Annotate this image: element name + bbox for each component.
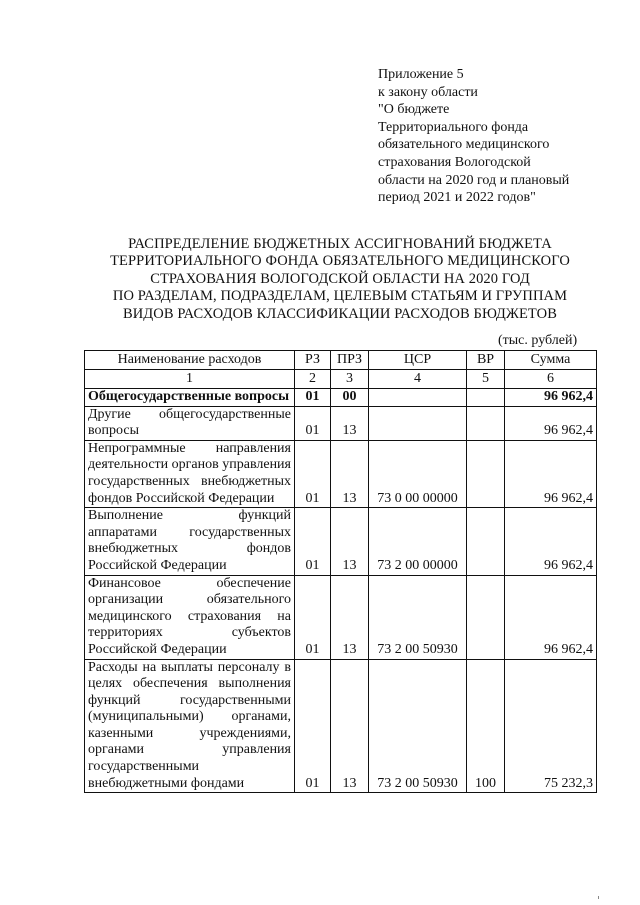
table-row (85, 406, 597, 440)
table-row (85, 389, 597, 407)
row-prz: 13 (331, 659, 369, 793)
row-csr: 73 2 00 50930 (369, 659, 467, 793)
row-sum: 75 232,3 (505, 659, 597, 793)
row-csr (369, 406, 467, 440)
column-number-row (85, 370, 597, 389)
title-line: ПО РАЗДЕЛАМ, ПОДРАЗДЕЛАМ, ЦЕЛЕВЫМ СТАТЬЯМ И ГРУППАМ (112, 288, 568, 305)
table-row (85, 440, 597, 507)
row-name: Выполнение функций аппаратами государственных внебюджетных фондов Российской Федерации (85, 508, 295, 575)
appendix-block (378, 66, 628, 207)
header-rz: РЗ (295, 351, 331, 370)
column-number: 4 (369, 370, 467, 389)
row-vr: 100 (467, 659, 505, 793)
row-rz: 01 (295, 508, 331, 575)
row-csr: 73 2 00 50930 (369, 575, 467, 659)
table-row (85, 508, 597, 575)
appendix-line: период 2021 и 2022 годов" (378, 190, 536, 206)
row-sum: 96 962,4 (505, 440, 597, 507)
budget-table (84, 350, 597, 793)
appendix-line: "О бюджете (378, 102, 450, 118)
row-sum: 96 962,4 (505, 406, 597, 440)
appendix-line: Территориального фонда (378, 119, 529, 135)
row-vr (467, 389, 505, 407)
row-rz: 01 (295, 575, 331, 659)
scan-mark (598, 896, 599, 899)
document-title (60, 236, 620, 323)
row-csr: 73 2 00 00000 (369, 508, 467, 575)
table-header-row (85, 351, 597, 370)
title-line: ТЕРРИТОРИАЛЬНОГО ФОНДА ОБЯЗАТЕЛЬНОГО МЕДИЦИНСКОГО (110, 253, 570, 270)
row-rz: 01 (295, 389, 331, 407)
column-number: 5 (467, 370, 505, 389)
row-prz: 13 (331, 575, 369, 659)
title-line: РАСПРЕДЕЛЕНИЕ БЮДЖЕТНЫХ АССИГНОВАНИЙ БЮДЖЕТА (128, 236, 552, 252)
row-vr (467, 575, 505, 659)
column-number: 2 (295, 370, 331, 389)
row-sum: 96 962,4 (505, 575, 597, 659)
row-prz: 13 (331, 508, 369, 575)
appendix-line: страхования Вологодской (378, 154, 531, 170)
row-sum: 96 962,4 (505, 508, 597, 575)
row-sum: 96 962,4 (505, 389, 597, 407)
header-sum: Сумма (505, 351, 597, 370)
header-prz: ПРЗ (331, 351, 369, 370)
row-rz: 01 (295, 440, 331, 507)
row-name: Финансовое обеспечение организации обязательного медицинского страхования на территориях субъектов Российской Федерации (85, 575, 295, 659)
row-rz: 01 (295, 406, 331, 440)
row-prz: 13 (331, 406, 369, 440)
appendix-line: обязательного медицинского (378, 137, 550, 153)
row-name: Общегосударственные вопросы (85, 389, 295, 407)
column-number: 1 (85, 370, 295, 389)
appendix-line: области на 2020 год и плановый (378, 172, 570, 188)
row-vr (467, 406, 505, 440)
row-csr: 73 0 00 00000 (369, 440, 467, 507)
header-csr: ЦСР (369, 351, 467, 370)
units-label: (тыс. рублей) (498, 333, 578, 348)
appendix-line: Приложение 5 (378, 67, 464, 82)
title-line: ВИДОВ РАСХОДОВ КЛАССИФИКАЦИИ РАСХОДОВ БЮДЖЕТОВ (122, 305, 558, 322)
title-line: СТРАХОВАНИЯ ВОЛОГОДСКОЙ ОБЛАСТИ НА 2020 ГОД (150, 270, 530, 287)
row-vr (467, 508, 505, 575)
row-csr (369, 389, 467, 407)
table-row (85, 575, 597, 659)
table-row (85, 659, 597, 793)
row-name: Другие общегосударственные вопросы (85, 406, 295, 440)
row-rz: 01 (295, 659, 331, 793)
header-vr: ВР (467, 351, 505, 370)
row-name: Расходы на выплаты персоналу в целях обеспечения выполнения функций государственными (муниципальными) органами, казенными учреждениями, органами управления государственными внебюджетными фондами (85, 659, 295, 793)
row-vr (467, 440, 505, 507)
column-number: 3 (331, 370, 369, 389)
row-prz: 00 (331, 389, 369, 407)
header-name: Наименование расходов (85, 351, 295, 370)
appendix-line: к закону области (378, 84, 478, 100)
row-prz: 13 (331, 440, 369, 507)
row-name: Непрограммные направления деятельности органов управления государственных внебюджетных фондов Российской Федерации (85, 440, 295, 507)
column-number: 6 (505, 370, 597, 389)
